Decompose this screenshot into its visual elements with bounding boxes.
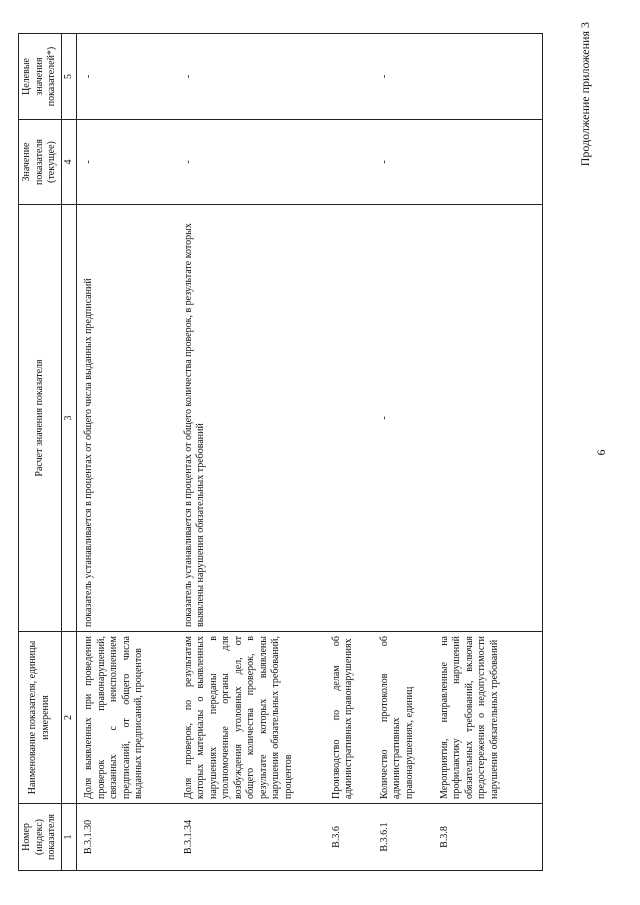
row-calc (433, 205, 543, 632)
row-target (325, 34, 373, 120)
header-row (19, 34, 62, 871)
column-number: 1 (61, 804, 77, 871)
column-number-row (61, 34, 77, 871)
row-target: - (373, 34, 433, 120)
row-code: B.3.1.34 (177, 804, 325, 871)
header-cell: Номер (индекс) показателя (19, 804, 62, 871)
row-name: Производство по делам об административных правонарушениях (325, 632, 373, 804)
table-row (77, 34, 177, 871)
row-current (433, 120, 543, 205)
table-row (433, 34, 543, 871)
row-current: - (373, 120, 433, 205)
header-cell: Наименование показателя, единицы измерения (19, 632, 62, 804)
table-row (177, 34, 325, 871)
row-calc (325, 205, 373, 632)
header-cell: Расчет значения показателя (19, 205, 62, 632)
column-number: 3 (61, 205, 77, 632)
column-number: 2 (61, 632, 77, 804)
row-code: B.3.8 (433, 804, 543, 871)
row-current: - (77, 120, 177, 205)
page-number: 6 (594, 449, 608, 456)
continuation-label: Продолжение приложения 3 (578, 22, 592, 167)
row-target: - (177, 34, 325, 120)
row-name: Мероприятия, направленные на профилактику нарушений обязательных требований, включая предостережения о недопустимости нарушения обязательных требований (433, 632, 543, 804)
row-name: Количество протоколов об административных правонарушениях, единиц (373, 632, 433, 804)
indicators-table (18, 33, 543, 871)
row-code: B.3.1.30 (77, 804, 177, 871)
table-row (325, 34, 373, 871)
row-name: Доля выявленных при проведении проверок правонарушений, связанных с неисполнением предписаний, от общего числа выданных предписаний, процентов (77, 632, 177, 804)
row-calc: показатель устанавливается в процентах от общего количества проверок, в результате которых выявлены нарушения обязательных требований (177, 205, 325, 632)
row-calc: показатель устанавливается в процентах от общего числа выданных предписаний (77, 205, 177, 632)
row-calc: - (373, 205, 433, 632)
table-row (373, 34, 433, 871)
column-number: 5 (61, 34, 77, 120)
row-target (433, 34, 543, 120)
header-cell: Значение показателя (текущее) (19, 120, 62, 205)
header-cell: Целевые значения показателей*) (19, 34, 62, 120)
row-current (325, 120, 373, 205)
row-target: - (77, 34, 177, 120)
row-name: Доля проверок, по результатам которых материалы о выявленных нарушениях переданы в уполномоченные органы для возбуждения уголовных дел, от общего количества проверок, в результате которых выявлены нарушения обязательных требований, процентов (177, 632, 325, 804)
row-code: B.3.6 (325, 804, 373, 871)
row-code: B.3.6.1 (373, 804, 433, 871)
column-number: 4 (61, 120, 77, 205)
row-current: - (177, 120, 325, 205)
